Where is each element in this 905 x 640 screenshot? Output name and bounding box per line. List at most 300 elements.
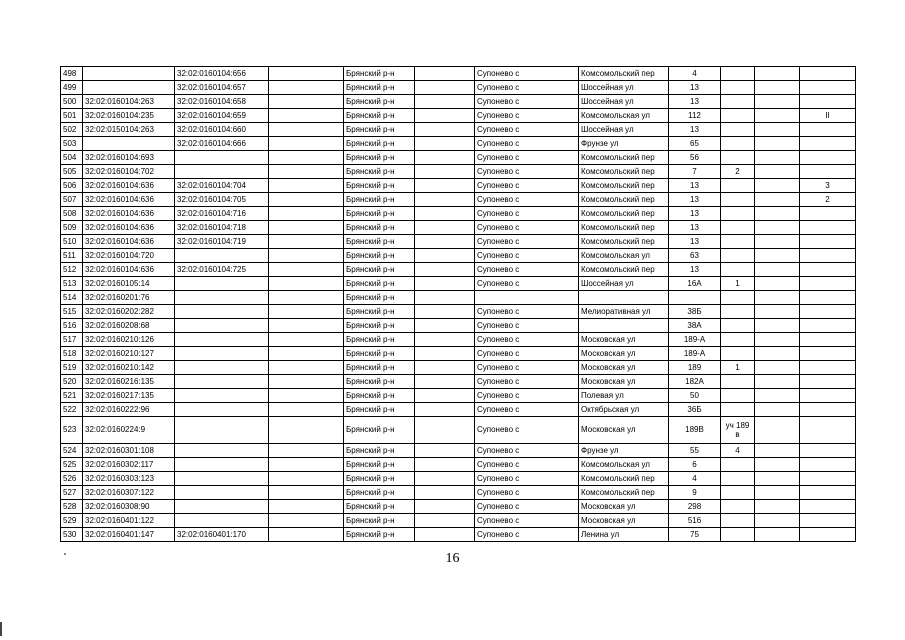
empty-col-cell <box>269 361 344 375</box>
house-number-cell: 65 <box>669 137 721 151</box>
parent-cadastral-number-cell <box>175 514 269 528</box>
settlement-cell: Супонево с <box>475 165 579 179</box>
parent-cadastral-number-cell <box>175 375 269 389</box>
empty-col-3-cell <box>755 486 800 500</box>
street-cell: Шоссейная ул <box>579 81 669 95</box>
table-row <box>61 221 856 235</box>
empty-col-3-cell <box>755 305 800 319</box>
street-cell: Московская ул <box>579 500 669 514</box>
street-cell: Московская ул <box>579 514 669 528</box>
district-cell: Брянский р-н <box>344 403 415 417</box>
empty-col-2-cell <box>415 137 475 151</box>
table-row <box>61 472 856 486</box>
table-row <box>61 137 856 151</box>
extra-number-cell <box>721 305 755 319</box>
empty-col-3-cell <box>755 235 800 249</box>
parent-cadastral-number-cell: 32:02:0160401:170 <box>175 528 269 542</box>
street-cell: Комсомольский пер <box>579 263 669 277</box>
empty-col-3-cell <box>755 95 800 109</box>
table-row <box>61 67 856 81</box>
cadastral-number-cell: 32:02:0160104:702 <box>83 165 175 179</box>
district-cell: Брянский р-н <box>344 486 415 500</box>
house-number-cell: 56 <box>669 151 721 165</box>
empty-col-cell <box>269 277 344 291</box>
empty-col-2-cell <box>415 193 475 207</box>
row-number-cell: 511 <box>61 249 83 263</box>
table-row <box>61 444 856 458</box>
house-number-cell: 13 <box>669 221 721 235</box>
cadastral-number-cell: 32:02:0160401:147 <box>83 528 175 542</box>
cadastral-number-cell: 32:02:0160104:636 <box>83 263 175 277</box>
empty-col-3-cell <box>755 137 800 151</box>
district-cell: Брянский р-н <box>344 319 415 333</box>
street-cell: Московская ул <box>579 417 669 444</box>
empty-col-2-cell <box>415 375 475 389</box>
table-row <box>61 514 856 528</box>
mark-cell <box>800 263 856 277</box>
parent-cadastral-number-cell: 32:02:0160104:666 <box>175 137 269 151</box>
cadastral-number-cell <box>83 81 175 95</box>
extra-number-cell <box>721 319 755 333</box>
settlement-cell: Супонево с <box>475 333 579 347</box>
empty-col-2-cell <box>415 151 475 165</box>
empty-col-3-cell <box>755 375 800 389</box>
cadastral-number-cell: 32:02:0160104:263 <box>83 95 175 109</box>
parent-cadastral-number-cell <box>175 403 269 417</box>
empty-col-2-cell <box>415 277 475 291</box>
street-cell: Комсомольский пер <box>579 486 669 500</box>
cadastral-number-cell: 32:02:0160202:282 <box>83 305 175 319</box>
empty-col-cell <box>269 319 344 333</box>
street-cell: Комсомольский пер <box>579 472 669 486</box>
settlement-cell: Супонево с <box>475 305 579 319</box>
extra-number-cell <box>721 375 755 389</box>
district-cell: Брянский р-н <box>344 67 415 81</box>
cadastral-number-cell: 32:02:0160303:123 <box>83 472 175 486</box>
cadastral-number-cell: 32:02:0160224:9 <box>83 417 175 444</box>
cadastral-number-cell: 32:02:0160301:108 <box>83 444 175 458</box>
street-cell: Комсомольский пер <box>579 179 669 193</box>
extra-number-cell <box>721 389 755 403</box>
settlement-cell: Супонево с <box>475 207 579 221</box>
settlement-cell: Супонево с <box>475 151 579 165</box>
parent-cadastral-number-cell <box>175 319 269 333</box>
empty-col-2-cell <box>415 179 475 193</box>
house-number-cell: 189В <box>669 417 721 444</box>
row-number-cell: 530 <box>61 528 83 542</box>
parent-cadastral-number-cell: 32:02:0160104:658 <box>175 95 269 109</box>
empty-col-cell <box>269 375 344 389</box>
house-number-cell: 13 <box>669 123 721 137</box>
settlement-cell: Супонево с <box>475 389 579 403</box>
row-number-cell: 505 <box>61 165 83 179</box>
row-number-cell: 502 <box>61 123 83 137</box>
district-cell: Брянский р-н <box>344 179 415 193</box>
extra-number-cell <box>721 403 755 417</box>
district-cell: Брянский р-н <box>344 361 415 375</box>
cadastral-number-cell <box>83 137 175 151</box>
table-row <box>61 207 856 221</box>
table-row <box>61 291 856 305</box>
cadastral-number-cell: 32:02:0160105:14 <box>83 277 175 291</box>
district-cell: Брянский р-н <box>344 347 415 361</box>
empty-col-cell <box>269 417 344 444</box>
street-cell: Ленина ул <box>579 528 669 542</box>
house-number-cell: 4 <box>669 67 721 81</box>
mark-cell <box>800 486 856 500</box>
empty-col-2-cell <box>415 263 475 277</box>
parent-cadastral-number-cell: 32:02:0160104:704 <box>175 179 269 193</box>
cadastral-number-cell: 32:02:0160302:117 <box>83 458 175 472</box>
settlement-cell: Супонево с <box>475 444 579 458</box>
extra-number-cell <box>721 109 755 123</box>
district-cell: Брянский р-н <box>344 249 415 263</box>
table-row <box>61 95 856 109</box>
empty-col-2-cell <box>415 319 475 333</box>
street-cell: Шоссейная ул <box>579 123 669 137</box>
row-number-cell: 499 <box>61 81 83 95</box>
extra-number-cell <box>721 500 755 514</box>
empty-col-3-cell <box>755 207 800 221</box>
empty-col-cell <box>269 403 344 417</box>
mark-cell <box>800 444 856 458</box>
cadastral-number-cell: 32:02:0160104:636 <box>83 235 175 249</box>
table-row <box>61 347 856 361</box>
extra-number-cell <box>721 235 755 249</box>
mark-cell <box>800 305 856 319</box>
parent-cadastral-number-cell: 32:02:0160104:719 <box>175 235 269 249</box>
house-number-cell: 55 <box>669 444 721 458</box>
table-row <box>61 235 856 249</box>
mark-cell <box>800 361 856 375</box>
empty-col-2-cell <box>415 291 475 305</box>
house-number-cell: 38Б <box>669 305 721 319</box>
street-cell: Октябрьская ул <box>579 403 669 417</box>
empty-col-3-cell <box>755 500 800 514</box>
row-number-cell: 527 <box>61 486 83 500</box>
empty-col-cell <box>269 151 344 165</box>
mark-cell <box>800 458 856 472</box>
settlement-cell: Супонево с <box>475 109 579 123</box>
table-row <box>61 486 856 500</box>
district-cell: Брянский р-н <box>344 193 415 207</box>
empty-col-3-cell <box>755 151 800 165</box>
empty-col-2-cell <box>415 486 475 500</box>
street-cell: Московская ул <box>579 333 669 347</box>
empty-col-3-cell <box>755 528 800 542</box>
empty-col-cell <box>269 67 344 81</box>
street-cell: Комсомольский пер <box>579 221 669 235</box>
table-row <box>61 528 856 542</box>
extra-number-cell: 2 <box>721 165 755 179</box>
extra-number-cell <box>721 333 755 347</box>
district-cell: Брянский р-н <box>344 165 415 179</box>
table-row <box>61 123 856 137</box>
empty-col-cell <box>269 389 344 403</box>
district-cell: Брянский р-н <box>344 528 415 542</box>
house-number-cell: 13 <box>669 207 721 221</box>
district-cell: Брянский р-н <box>344 109 415 123</box>
row-number-cell: 512 <box>61 263 83 277</box>
mark-cell <box>800 165 856 179</box>
table-row <box>61 277 856 291</box>
parent-cadastral-number-cell: 32:02:0160104:705 <box>175 193 269 207</box>
mark-cell <box>800 500 856 514</box>
district-cell: Брянский р-н <box>344 221 415 235</box>
extra-number-cell <box>721 95 755 109</box>
parent-cadastral-number-cell <box>175 165 269 179</box>
mark-cell <box>800 235 856 249</box>
property-registry-table <box>60 66 856 542</box>
table-row <box>61 109 856 123</box>
empty-col-3-cell <box>755 179 800 193</box>
empty-col-3-cell <box>755 221 800 235</box>
table-row <box>61 319 856 333</box>
row-number-cell: 510 <box>61 235 83 249</box>
row-number-cell: 509 <box>61 221 83 235</box>
cadastral-number-cell: 32:02:0160308:90 <box>83 500 175 514</box>
parent-cadastral-number-cell <box>175 277 269 291</box>
mark-cell <box>800 514 856 528</box>
row-number-cell: 506 <box>61 179 83 193</box>
row-number-cell: 498 <box>61 67 83 81</box>
mark-cell <box>800 375 856 389</box>
row-number-cell: 525 <box>61 458 83 472</box>
table-row <box>61 193 856 207</box>
street-cell: Шоссейная ул <box>579 277 669 291</box>
mark-cell: 2 <box>800 193 856 207</box>
cadastral-number-cell: 32:02:0160104:636 <box>83 207 175 221</box>
settlement-cell: Супонево с <box>475 500 579 514</box>
empty-col-cell <box>269 444 344 458</box>
empty-col-cell <box>269 193 344 207</box>
mark-cell <box>800 417 856 444</box>
row-number-cell: 522 <box>61 403 83 417</box>
empty-col-2-cell <box>415 417 475 444</box>
empty-col-3-cell <box>755 403 800 417</box>
district-cell: Брянский р-н <box>344 151 415 165</box>
cadastral-number-cell <box>83 67 175 81</box>
district-cell: Брянский р-н <box>344 123 415 137</box>
district-cell: Брянский р-н <box>344 291 415 305</box>
street-cell: Комсомольский пер <box>579 165 669 179</box>
row-number-cell: 520 <box>61 375 83 389</box>
row-number-cell: 504 <box>61 151 83 165</box>
district-cell: Брянский р-н <box>344 458 415 472</box>
table-row <box>61 500 856 514</box>
row-number-cell: 507 <box>61 193 83 207</box>
empty-col-cell <box>269 500 344 514</box>
extra-number-cell <box>721 137 755 151</box>
cadastral-number-cell: 32:02:0160210:126 <box>83 333 175 347</box>
house-number-cell: 63 <box>669 249 721 263</box>
extra-number-cell <box>721 458 755 472</box>
empty-col-2-cell <box>415 444 475 458</box>
empty-col-3-cell <box>755 472 800 486</box>
settlement-cell: Супонево с <box>475 361 579 375</box>
district-cell: Брянский р-н <box>344 263 415 277</box>
row-number-cell: 514 <box>61 291 83 305</box>
street-cell: Комсомольский пер <box>579 67 669 81</box>
extra-number-cell <box>721 151 755 165</box>
empty-col-2-cell <box>415 347 475 361</box>
district-cell: Брянский р-н <box>344 207 415 221</box>
table-row <box>61 417 856 444</box>
settlement-cell: Супонево с <box>475 179 579 193</box>
settlement-cell: Супонево с <box>475 277 579 291</box>
street-cell: Московская ул <box>579 347 669 361</box>
extra-number-cell <box>721 193 755 207</box>
house-number-cell: 50 <box>669 389 721 403</box>
empty-col-3-cell <box>755 277 800 291</box>
street-cell: Фрунзе ул <box>579 444 669 458</box>
house-number-cell: 13 <box>669 81 721 95</box>
house-number-cell: 112 <box>669 109 721 123</box>
empty-col-2-cell <box>415 305 475 319</box>
mark-cell <box>800 291 856 305</box>
street-cell: Комсомольский пер <box>579 235 669 249</box>
street-cell: Московская ул <box>579 375 669 389</box>
extra-number-cell <box>721 417 755 444</box>
district-cell: Брянский р-н <box>344 500 415 514</box>
cadastral-number-cell: 32:02:0160104:693 <box>83 151 175 165</box>
street-cell <box>579 319 669 333</box>
cadastral-number-cell: 32:02:0160201:76 <box>83 291 175 305</box>
empty-col-2-cell <box>415 123 475 137</box>
empty-col-cell <box>269 221 344 235</box>
extra-number-cell <box>721 249 755 263</box>
row-number-cell: 529 <box>61 514 83 528</box>
house-number-cell: 298 <box>669 500 721 514</box>
settlement-cell: Супонево с <box>475 95 579 109</box>
settlement-cell: Супонево с <box>475 221 579 235</box>
cadastral-number-cell: 32:02:0160104:235 <box>83 109 175 123</box>
mark-cell: II <box>800 109 856 123</box>
parent-cadastral-number-cell: 32:02:0160104:659 <box>175 109 269 123</box>
page-number: 16 <box>445 551 460 566</box>
parent-cadastral-number-cell <box>175 458 269 472</box>
empty-col-cell <box>269 514 344 528</box>
house-number-cell: 75 <box>669 528 721 542</box>
cadastral-number-cell: 32:02:0150104:263 <box>83 123 175 137</box>
house-number-cell: 7 <box>669 165 721 179</box>
parent-cadastral-number-cell <box>175 333 269 347</box>
settlement-cell: Супонево с <box>475 249 579 263</box>
cadastral-number-cell: 32:02:0160222:96 <box>83 403 175 417</box>
row-number-cell: 516 <box>61 319 83 333</box>
empty-col-3-cell <box>755 263 800 277</box>
district-cell: Брянский р-н <box>344 81 415 95</box>
parent-cadastral-number-cell <box>175 151 269 165</box>
extra-number-cell <box>721 207 755 221</box>
row-number-cell: 521 <box>61 389 83 403</box>
empty-col-3-cell <box>755 123 800 137</box>
settlement-cell: Супонево с <box>475 347 579 361</box>
parent-cadastral-number-cell: 32:02:0160104:657 <box>175 81 269 95</box>
row-number-cell: 501 <box>61 109 83 123</box>
parent-cadastral-number-cell <box>175 444 269 458</box>
cadastral-number-cell: 32:02:0160401:122 <box>83 514 175 528</box>
table-row <box>61 151 856 165</box>
parent-cadastral-number-cell: 32:02:0160104:660 <box>175 123 269 137</box>
empty-col-3-cell <box>755 444 800 458</box>
extra-number-cell <box>721 472 755 486</box>
empty-col-2-cell <box>415 249 475 263</box>
mark-cell <box>800 207 856 221</box>
mark-cell <box>800 249 856 263</box>
empty-col-3-cell <box>755 417 800 444</box>
house-number-cell: 189-А <box>669 347 721 361</box>
mark-cell <box>800 95 856 109</box>
empty-col-cell <box>269 458 344 472</box>
empty-col-3-cell <box>755 458 800 472</box>
settlement-cell: Супонево с <box>475 319 579 333</box>
empty-col-cell <box>269 123 344 137</box>
mark-cell <box>800 81 856 95</box>
house-number-cell: 13 <box>669 193 721 207</box>
district-cell: Брянский р-н <box>344 137 415 151</box>
cadastral-number-cell: 32:02:0160210:127 <box>83 347 175 361</box>
extra-number-text: уч 189 в <box>725 421 750 439</box>
settlement-cell: Супонево с <box>475 137 579 151</box>
extra-number-cell <box>721 263 755 277</box>
parent-cadastral-number-cell <box>175 291 269 305</box>
street-cell: Мелиоративная ул <box>579 305 669 319</box>
mark-cell <box>800 221 856 235</box>
mark-cell <box>800 151 856 165</box>
district-cell: Брянский р-н <box>344 235 415 249</box>
house-number-cell: 4 <box>669 472 721 486</box>
empty-col-2-cell <box>415 528 475 542</box>
table-row <box>61 458 856 472</box>
table-row <box>61 361 856 375</box>
street-cell <box>579 291 669 305</box>
extra-number-cell: 1 <box>721 361 755 375</box>
settlement-cell: Супонево с <box>475 263 579 277</box>
empty-col-2-cell <box>415 109 475 123</box>
mark-cell <box>800 137 856 151</box>
settlement-cell: Супонево с <box>475 123 579 137</box>
settlement-cell <box>475 291 579 305</box>
mark-cell <box>800 319 856 333</box>
mark-cell <box>800 67 856 81</box>
house-number-cell: 9 <box>669 486 721 500</box>
district-cell: Брянский р-н <box>344 305 415 319</box>
street-cell: Фрунзе ул <box>579 137 669 151</box>
empty-col-2-cell <box>415 95 475 109</box>
settlement-cell: Супонево с <box>475 417 579 444</box>
mark-cell <box>800 347 856 361</box>
empty-col-cell <box>269 95 344 109</box>
settlement-cell: Супонево с <box>475 403 579 417</box>
empty-col-3-cell <box>755 193 800 207</box>
empty-col-2-cell <box>415 235 475 249</box>
parent-cadastral-number-cell <box>175 361 269 375</box>
empty-col-3-cell <box>755 361 800 375</box>
empty-col-2-cell <box>415 67 475 81</box>
parent-cadastral-number-cell <box>175 305 269 319</box>
empty-col-2-cell <box>415 403 475 417</box>
mark-cell <box>800 472 856 486</box>
street-cell: Комсомольский пер <box>579 207 669 221</box>
mark-cell <box>800 277 856 291</box>
row-number-cell: 508 <box>61 207 83 221</box>
row-number-cell: 524 <box>61 444 83 458</box>
table-row <box>61 249 856 263</box>
street-cell: Полевая ул <box>579 389 669 403</box>
row-number-cell: 515 <box>61 305 83 319</box>
row-number-cell: 526 <box>61 472 83 486</box>
